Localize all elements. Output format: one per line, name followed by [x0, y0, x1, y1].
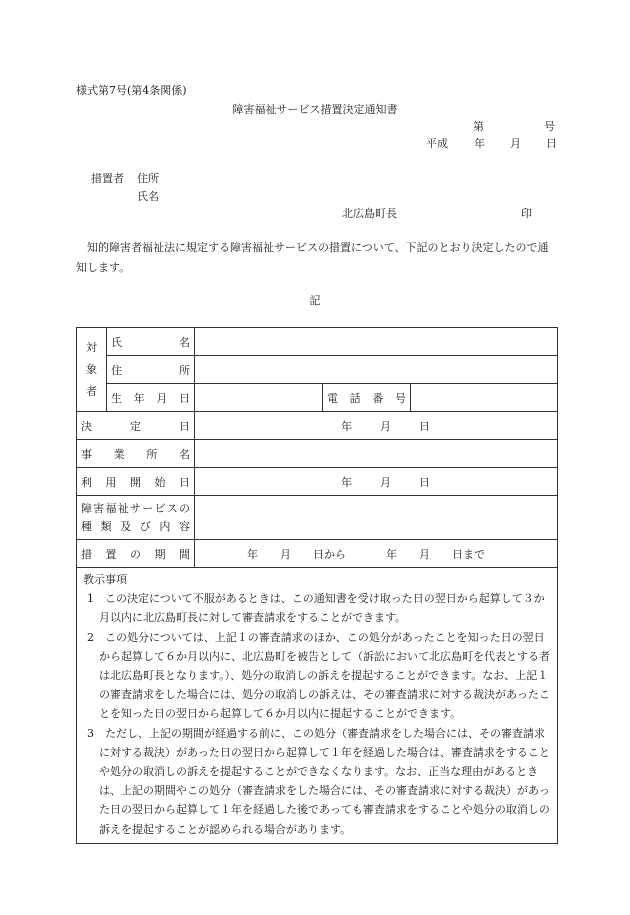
- notes-cell: [77, 568, 558, 844]
- number-go: 号: [544, 120, 555, 133]
- decision-table: [76, 327, 558, 844]
- period-label: 措置の期間: [77, 540, 195, 568]
- subject-label: 対 象 者: [77, 328, 107, 412]
- address-cell: [195, 356, 558, 384]
- name-cell: [195, 328, 558, 356]
- decision-date-label: 決定日: [77, 412, 195, 440]
- number-dai: 第: [473, 120, 484, 133]
- service-label: 障害福祉サービスの 種類及び内容: [77, 496, 195, 540]
- notes-item-3: 3 ただし、上記の期間が経過する前に、この処分（審査請求をした場合には、その審査請求に対する裁決）があった日の翌日から起算して１年を経過した場合は、審査請求をすることや処分の取消しの訴えを提起することができなくなります。なお、正当な理由があるときは、上記の期間やこの処分（審査請求をした場合には、その審査請求に対する裁決）があった日の翌日から起算して１年を経過した後であっても審査請求をすることや処分の取消しの訴えを提起することが認められる場合があります。: [87, 726, 550, 836]
- recipient-name-label: 氏名: [137, 190, 159, 203]
- document-title: 障害福祉サービス措置決定通知書: [232, 103, 398, 116]
- notes-item-2: 2 この処分については、上記１の審査請求のほか、この処分があったことを知った日の翌日から起算して６か月以内に、北広島町を被告として（訴訟において北広島町を代表とする者は北広島町長となります。）、処分の取消しの訴えを提起することができます。なお、上記１の審査請求をした場合には、処分の取消しの訴えは、その審査請求に対する裁決があったことを知った日の翌日から起算して６か月以内に提起することができます。: [87, 630, 550, 721]
- body-text: 知的障害者福祉法に規定する障害福祉サービスの措置について、下記のとおり決定したので通知します。: [76, 241, 549, 274]
- date-day: 日: [546, 137, 557, 150]
- decision-date-cell: 年 月 日: [195, 412, 558, 440]
- birthdate-cell: [195, 384, 323, 412]
- period-cell: 年 月 日から 年 月 日まで: [195, 540, 558, 568]
- date-month: 月: [510, 137, 521, 150]
- birthdate-label: 生年月日: [107, 384, 195, 412]
- office-label: 事業所名: [77, 440, 195, 468]
- form-number: 様式第7号(第4条関係): [76, 84, 187, 97]
- recipient-address-label: 住所: [137, 172, 159, 185]
- notes-item-1: 1 この決定について不服があるときは、この通知書を受け取った日の翌日から起算して３か月以内に北広島町長に対して審査請求をすることができます。: [87, 592, 545, 625]
- sender-name: 北広島町長: [342, 207, 397, 220]
- date-year: 年: [474, 137, 485, 150]
- notes-title: 教示事項: [83, 573, 127, 586]
- service-cell: [195, 496, 558, 540]
- phone-label: 電話番号: [323, 384, 411, 412]
- phone-cell: [411, 384, 558, 412]
- seal-mark: 印: [521, 207, 532, 220]
- recipient-label: 措置者: [91, 172, 124, 185]
- office-cell: [195, 440, 558, 468]
- start-date-label: 利用開始日: [77, 468, 195, 496]
- date-era: 平成: [426, 137, 448, 150]
- start-date-cell: 年 月 日: [195, 468, 558, 496]
- address-label: 住所: [107, 356, 195, 384]
- name-label: 氏名: [107, 328, 195, 356]
- ki-heading: 記: [309, 294, 321, 307]
